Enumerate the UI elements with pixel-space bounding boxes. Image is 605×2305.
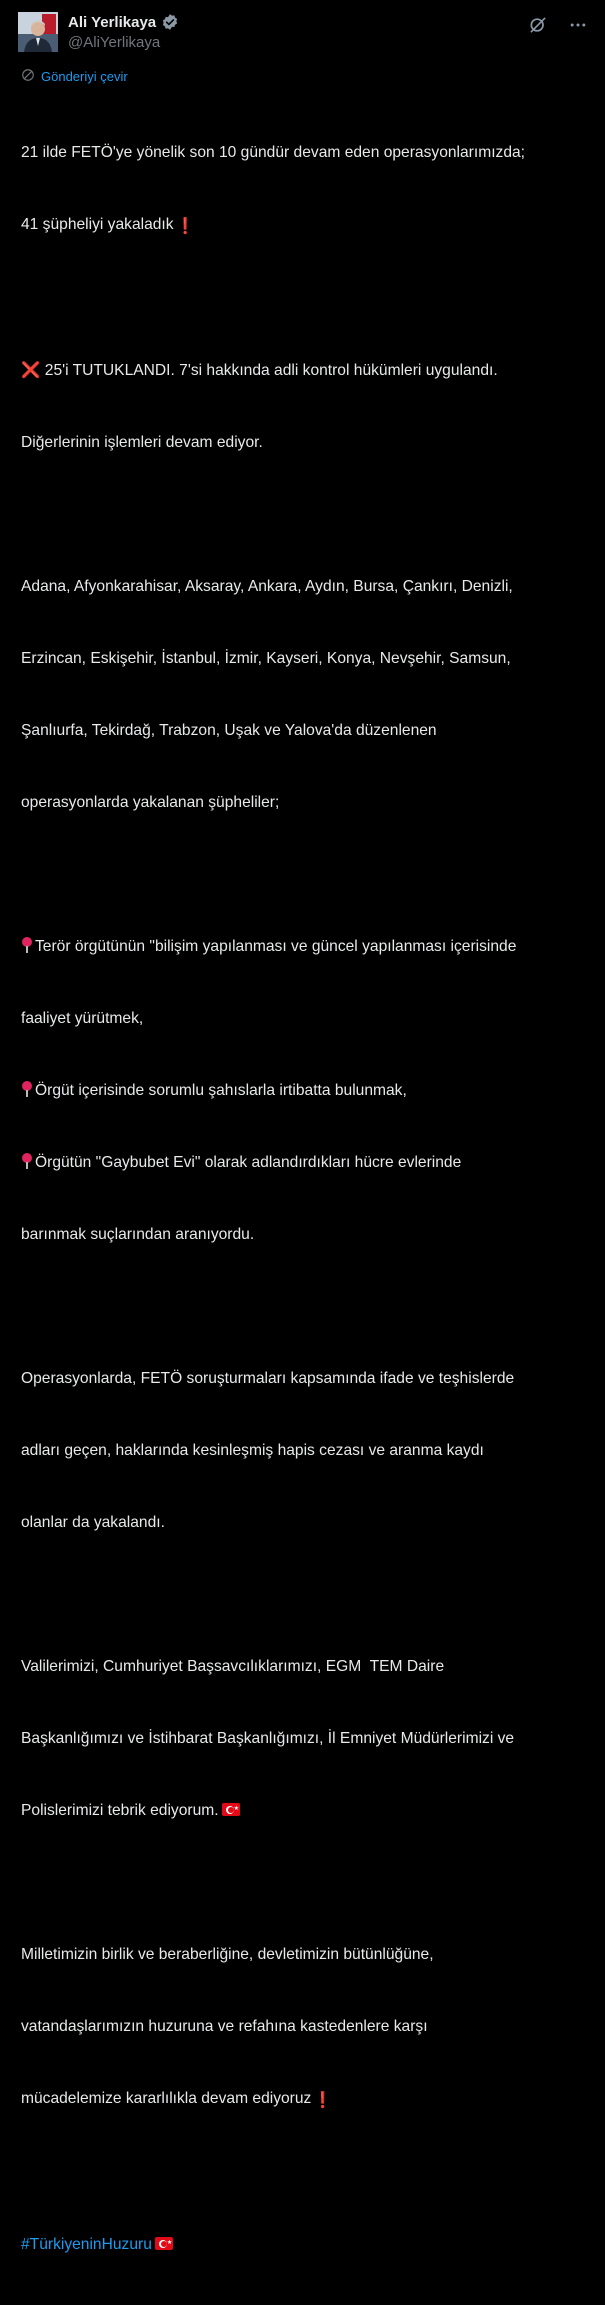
more-icon[interactable] bbox=[567, 14, 589, 36]
translate-label: Gönderiyi çevir bbox=[41, 69, 128, 84]
pin-icon bbox=[21, 937, 33, 953]
text-line: Başkanlığımızı ve İstihbarat Başkanlığımızı, İl Emniyet Müdürlerimizi ve bbox=[21, 1730, 515, 1747]
text-line-with-emoji bbox=[21, 2087, 591, 2113]
exclamation-icon: ❗ bbox=[175, 218, 195, 235]
text-line: faaliyet yürütmek, bbox=[21, 1010, 144, 1027]
paragraph-1 bbox=[21, 93, 591, 287]
text-line: Milletimizin birlik ve beraberliğine, devletimizin bütünlüğüne, bbox=[21, 1946, 434, 1963]
profile-avatar-image bbox=[18, 12, 58, 52]
text-line: adları geçen, haklarında kesinleşmiş hapis cezası ve aranma kaydı bbox=[21, 1442, 484, 1459]
text-line: Diğerlerinin işlemleri devam ediyor. bbox=[21, 434, 263, 451]
paragraph-2 bbox=[21, 311, 591, 503]
text-line: Örgüt içerisinde sorumlu şahıslarla irtibatta bulunmak, bbox=[35, 1082, 407, 1099]
text-line-with-emoji bbox=[21, 359, 591, 383]
display-name[interactable]: Ali Yerlikaya bbox=[68, 13, 157, 31]
paragraph-4 bbox=[21, 887, 591, 1295]
text-line-with-emoji bbox=[21, 213, 591, 239]
author-name-row bbox=[68, 13, 179, 31]
top-actions bbox=[527, 14, 589, 36]
text-line: olanlar da yakalandı. bbox=[21, 1514, 165, 1531]
grok-icon[interactable] bbox=[527, 14, 549, 36]
text-line: mücadelemize kararlılıkla devam ediyoruz bbox=[21, 2090, 312, 2107]
paragraph-6 bbox=[21, 1607, 591, 1871]
text-line: Operasyonlarda, FETÖ soruşturmaları kapsamında ifade ve teşhislerde bbox=[21, 1370, 515, 1387]
exclamation-icon: ❗ bbox=[313, 2092, 333, 2109]
turkey-flag-icon: ★ bbox=[222, 1803, 240, 1816]
tweet-text bbox=[21, 93, 591, 2305]
paragraph-3 bbox=[21, 527, 591, 863]
translate-icon bbox=[21, 68, 35, 85]
hashtag-paragraph bbox=[21, 2185, 591, 2305]
paragraph-7 bbox=[21, 1895, 591, 2161]
text-line: Örgütün "Gaybubet Evi" olarak adlandırdıkları hücre evlerinde bbox=[35, 1154, 462, 1171]
pin-icon bbox=[21, 1081, 33, 1097]
text-line: barınmak suçlarından aranıyordu. bbox=[21, 1226, 255, 1243]
text-line: 41 şüpheliyi yakaladık bbox=[21, 216, 174, 233]
paragraph-5 bbox=[21, 1319, 591, 1583]
text-line: Polislerimizi tebrik ediyorum. bbox=[21, 1802, 219, 1819]
text-line: 25'i TUTUKLANDI. 7'si hakkında adli kontrol hükümleri uygulandı. bbox=[44, 362, 498, 379]
cross-mark-icon: ❌ bbox=[21, 362, 41, 379]
text-line-with-emoji bbox=[21, 935, 591, 959]
text-line-with-emoji bbox=[21, 1799, 591, 1823]
text-line-with-emoji bbox=[21, 1079, 591, 1103]
text-line-with-emoji bbox=[21, 2233, 591, 2257]
turkey-flag-icon: ★ bbox=[155, 2237, 173, 2250]
text-line: Valilerimizi, Cumhuriyet Başsavcılıklarımızı, EGM TEM Daire bbox=[21, 1658, 445, 1675]
pin-icon bbox=[21, 1153, 33, 1169]
avatar[interactable] bbox=[18, 12, 58, 52]
text-line: vatandaşlarımızın huzuruna ve refahına kastedenlere karşı bbox=[21, 2018, 428, 2035]
text-line: operasyonlarda yakalanan şüpheliler; bbox=[21, 794, 280, 811]
translate-post-link[interactable] bbox=[21, 68, 128, 85]
text-line: Terör örgütünün "bilişim yapılanması ve güncel yapılanması içerisinde bbox=[35, 938, 517, 955]
author-handle[interactable]: @AliYerlikaya bbox=[68, 34, 161, 51]
verified-badge-icon bbox=[161, 13, 179, 31]
hashtag-link[interactable]: #TürkiyeninHuzuru bbox=[21, 2236, 152, 2253]
text-line: 21 ilde FETÖ'ye yönelik son 10 gündür devam eden operasyonlarımızda; bbox=[21, 144, 525, 161]
text-line: Erzincan, Eskişehir, İstanbul, İzmir, Kayseri, Konya, Nevşehir, Samsun, bbox=[21, 650, 511, 667]
text-line-with-emoji bbox=[21, 1151, 591, 1175]
text-line: Adana, Afyonkarahisar, Aksaray, Ankara, Aydın, Bursa, Çankırı, Denizli, bbox=[21, 578, 513, 595]
text-line: Şanlıurfa, Tekirdağ, Trabzon, Uşak ve Yalova'da düzenlenen bbox=[21, 722, 437, 739]
